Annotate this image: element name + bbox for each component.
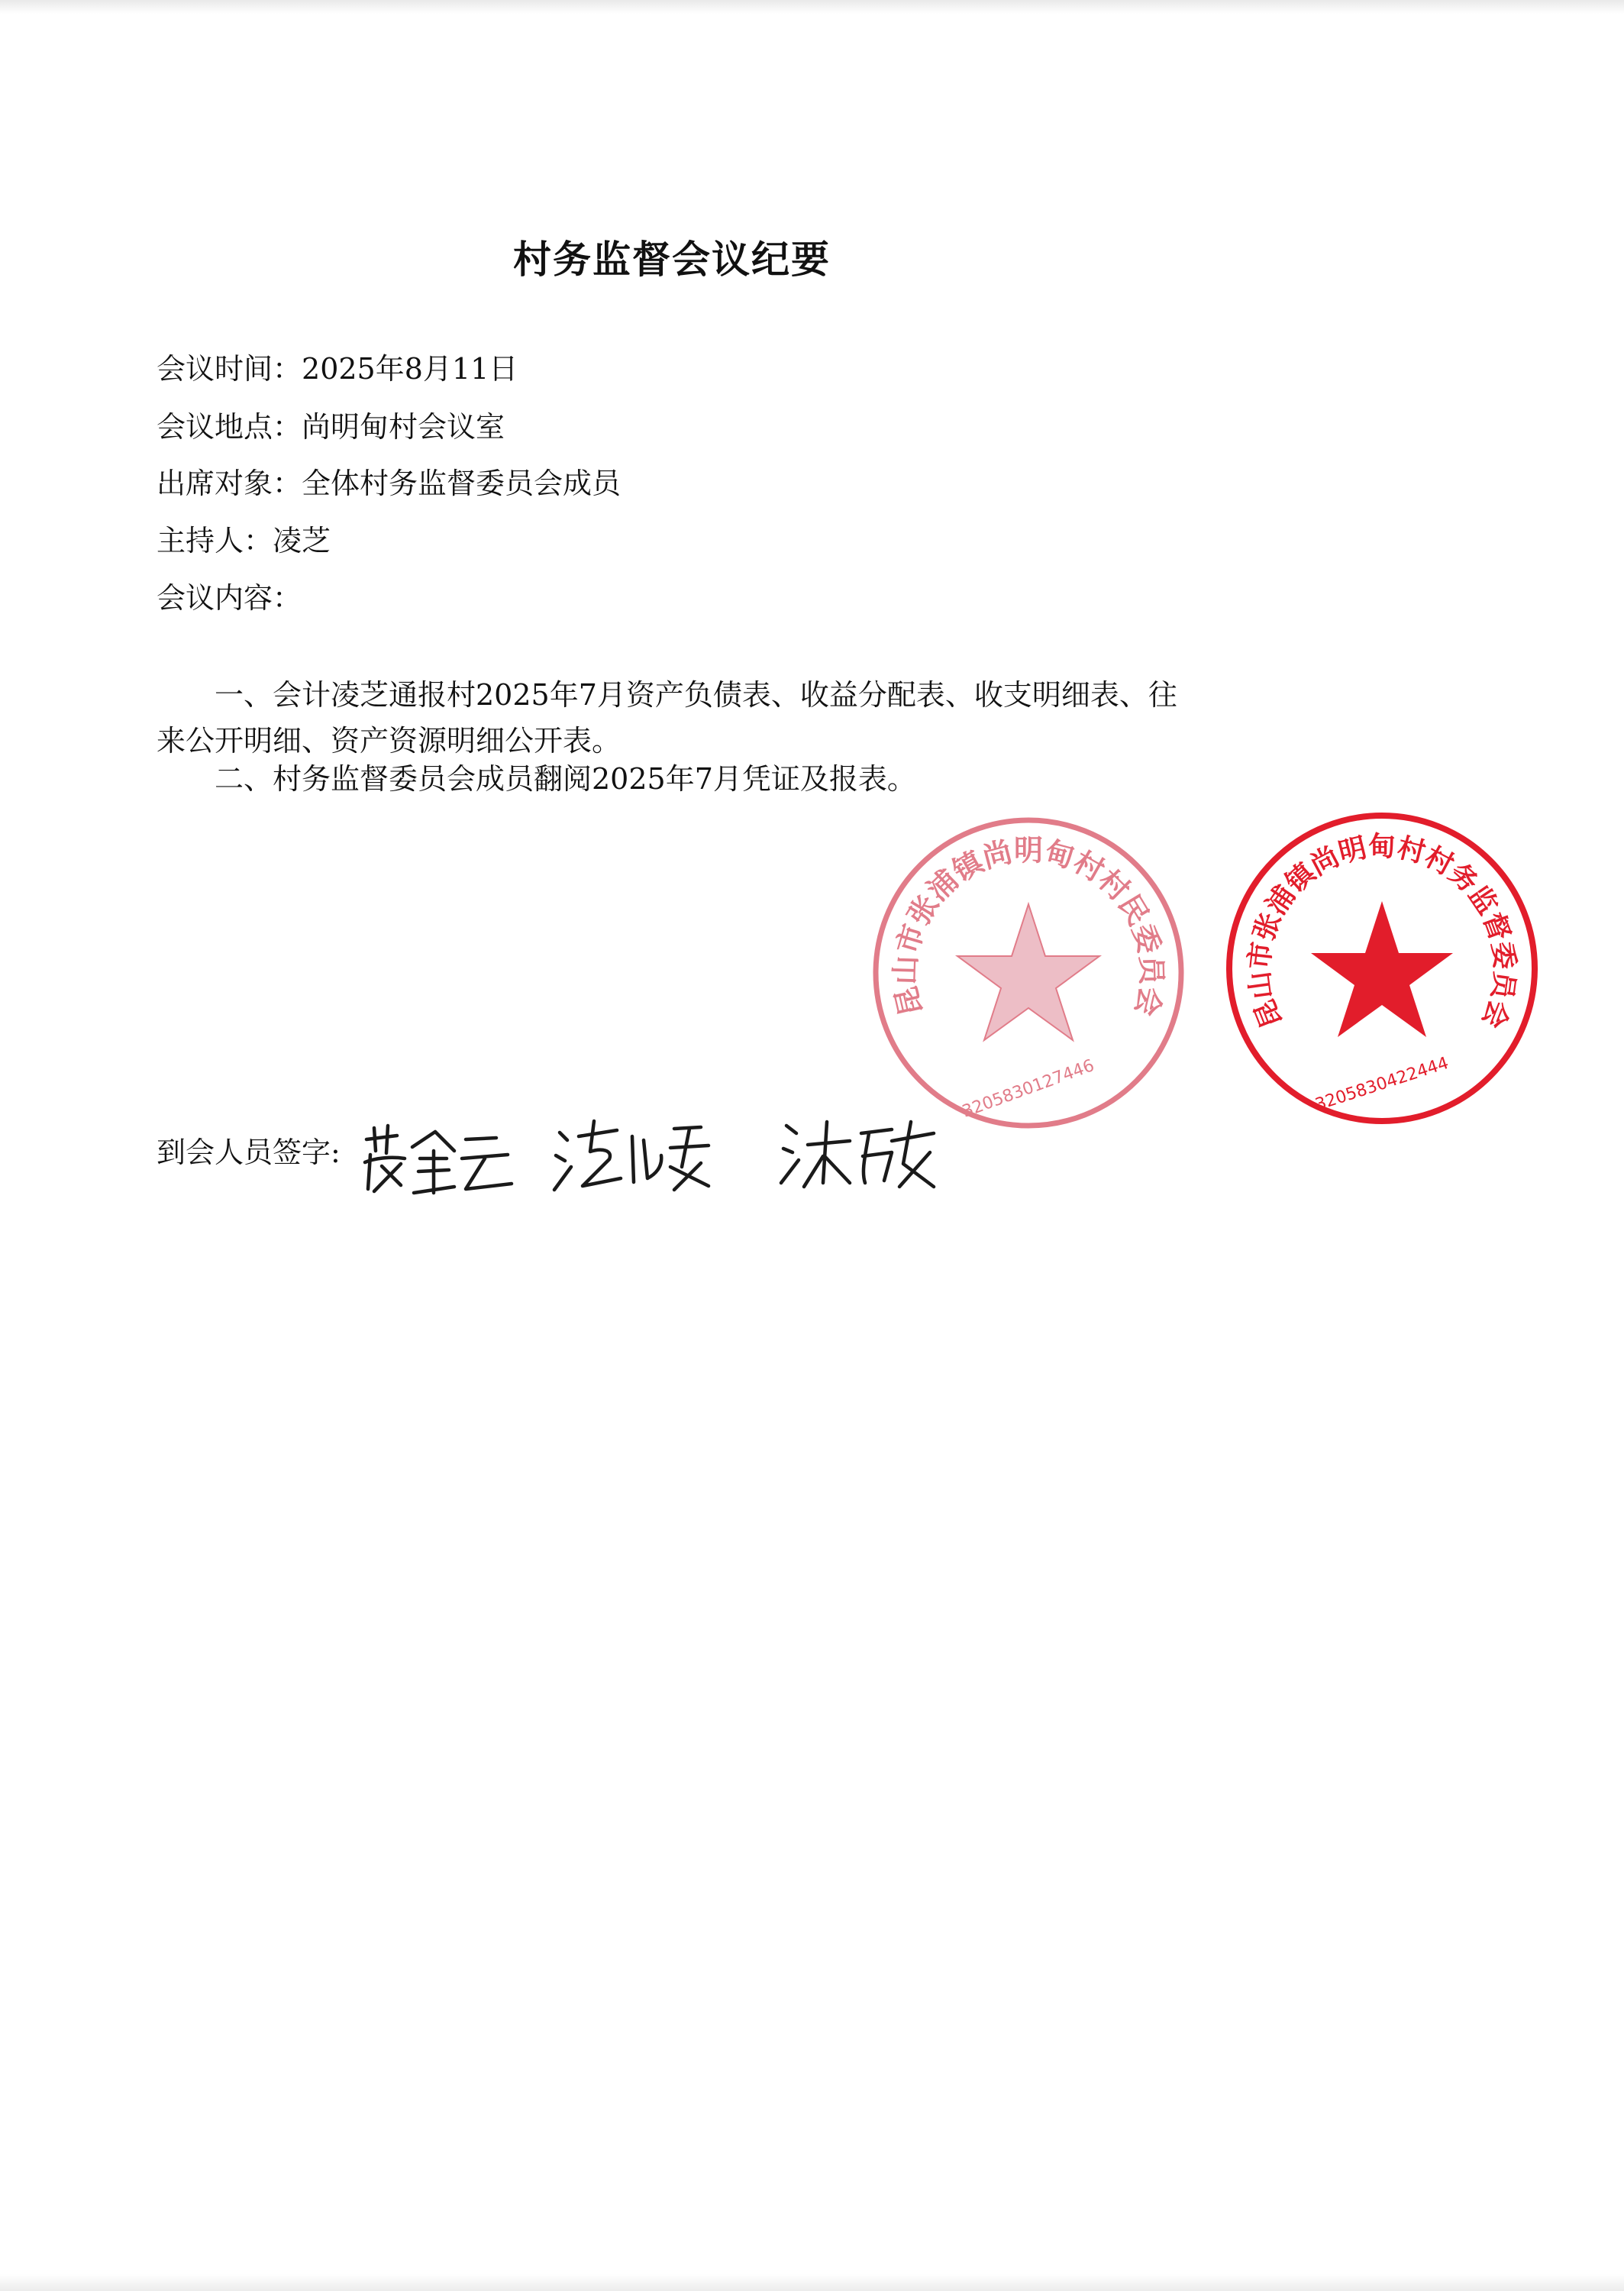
signature-2: [548, 1113, 716, 1197]
scan-edge-top: [0, 0, 1624, 14]
signature-3: [777, 1110, 941, 1194]
seal-number: 3205830127446: [960, 1056, 1097, 1122]
star-icon: [957, 904, 1099, 1040]
meta-value: 尚明甸村会议室: [302, 410, 505, 444]
content-paragraph-2: 二、村务监督委员会成员翻阅2025年7月凭证及报表。: [215, 762, 916, 796]
seal-number: 3205830422444: [1312, 1053, 1451, 1115]
meta-value: 2025年8月11日: [302, 352, 518, 386]
document-title: 村务监督会议纪要: [513, 237, 831, 282]
meta-label: 会议地点：: [157, 410, 302, 444]
seal-arc-text: 昆山市张浦镇尚明甸村村民委员会: [888, 833, 1169, 1019]
meta-value: 全体村务监督委员会成员: [302, 467, 622, 500]
meta-label: 主持人：: [157, 524, 273, 557]
meta-meeting-time: [157, 350, 518, 388]
meta-content: [157, 579, 302, 617]
signature-label: 到会人员签字:: [157, 1136, 341, 1169]
supervision-committee-seal: [1222, 808, 1542, 1129]
meta-attendees: [157, 464, 621, 502]
meta-label: 会议内容：: [157, 581, 302, 615]
meta-host: [157, 522, 331, 560]
village-committee-seal: [868, 813, 1189, 1133]
signature-1: [359, 1116, 519, 1200]
meta-meeting-location: [157, 408, 505, 446]
meta-value: 凌芝: [273, 524, 331, 557]
content-paragraph-1: 一、会计凌芝通报村2025年7月资产负债表、收益分配表、收支明细表、往来公开明细、资产资源明细公开表。: [157, 678, 1177, 758]
meta-label: 会议时间：: [157, 352, 302, 386]
meta-label: 出席对象：: [157, 467, 302, 500]
star-icon: [1311, 901, 1453, 1037]
scan-edge-bottom: [0, 2274, 1624, 2291]
seal-arc-text: 昆山市张浦镇尚明甸村村务监督委员会: [1244, 831, 1520, 1032]
